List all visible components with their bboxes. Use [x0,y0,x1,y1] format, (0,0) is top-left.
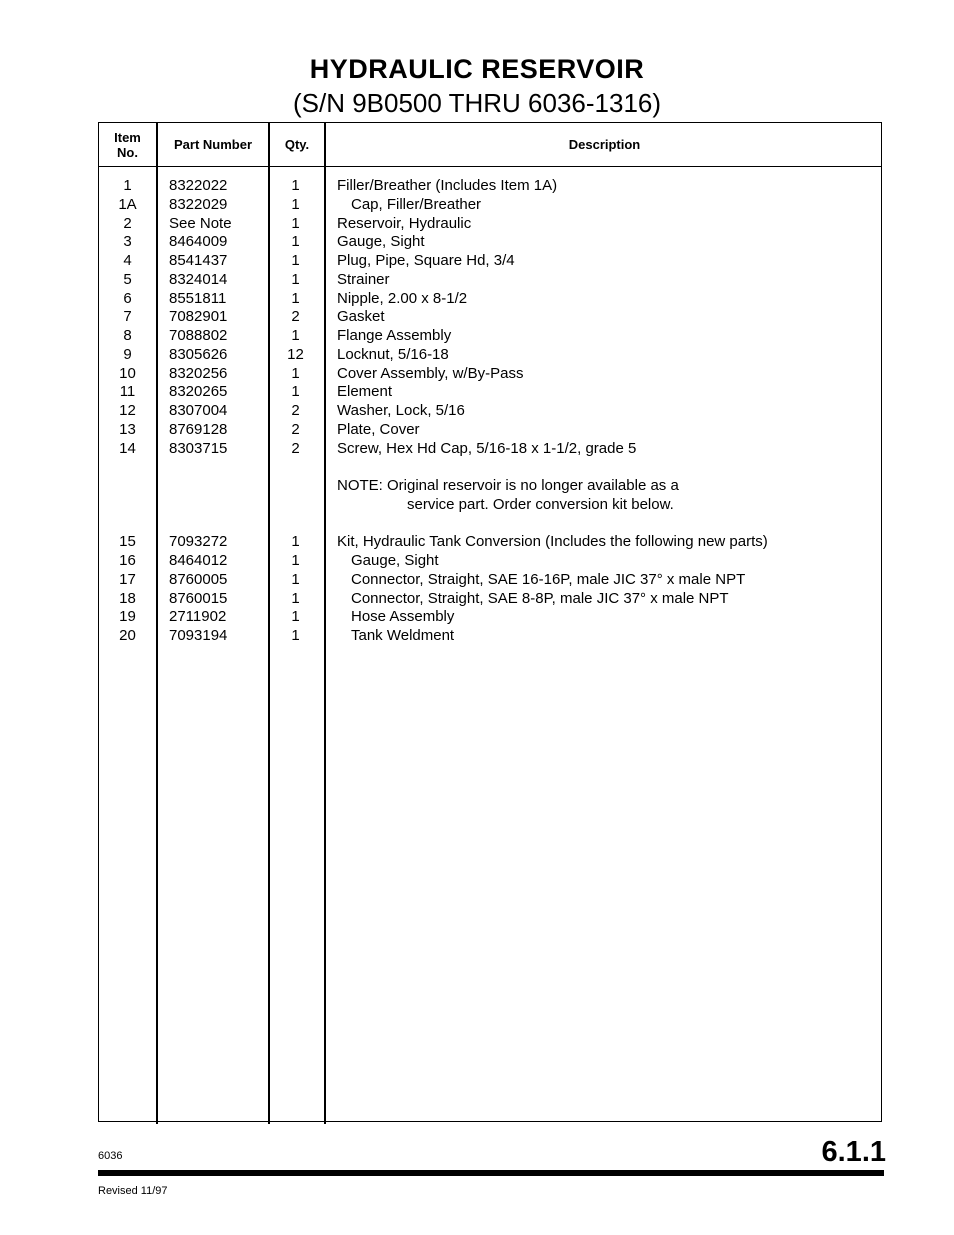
description: Washer, Lock, 5/16 [337,402,465,419]
part-number: 8320256 [169,364,228,382]
part-number: 8464009 [169,233,228,251]
part-number: 7093194 [169,627,228,644]
item-no: 1A [118,195,137,213]
description: Strainer [337,270,390,288]
item-no: 14 [119,439,136,457]
table-row [99,308,883,327]
item-no: 18 [119,589,136,607]
header-part-number: Part Number [173,137,253,152]
qty: 12 [287,345,304,363]
qty: 1 [291,570,300,588]
part-number: See Note [169,214,232,232]
qty: 2 [291,308,300,326]
description: Kit, Hydraulic Tank Conversion (Includes the following new parts) [337,533,768,551]
description: Connector, Straight, SAE 16-16P, male JIC 37° x male NPT [351,570,746,588]
description: Locknut, 5/16-18 [337,345,449,363]
description: Screw, Hex Hd Cap, 5/16-18 x 1-1/2, grade 5 [337,439,637,457]
qty: 1 [291,627,300,644]
item-no: 3 [123,233,132,251]
note-text: NOTE: Original reservoir is no longer available as a [337,477,679,494]
serial-range-subtitle: (S/N 9B0500 THRU 6036-1316) [292,88,662,118]
part-number: 8305626 [169,345,228,363]
row-spacer [99,458,883,477]
part-number: 8324014 [169,270,228,288]
footer-rule [98,1170,884,1176]
item-no: 16 [119,552,136,569]
part-number: 8322029 [169,195,228,213]
qty: 1 [291,270,300,288]
qty: 1 [291,589,300,607]
description: Plate, Cover [337,420,420,438]
description: Cover Assembly, w/By-Pass [337,364,524,382]
note-line [99,477,883,496]
qty: 1 [291,252,300,269]
table-row [99,590,883,609]
part-number: 8464012 [169,552,228,569]
qty: 1 [291,289,300,307]
table-row [99,252,883,271]
table-row [99,627,883,646]
item-no: 19 [119,608,136,626]
description: Flange Assembly [337,327,452,344]
item-no: 6 [123,289,132,307]
table-row [99,290,883,309]
description: Gauge, Sight [351,552,439,569]
description: Hose Assembly [351,608,455,626]
qty: 1 [291,233,300,251]
page-number: 6.1.1 [821,1136,886,1168]
description: Reservoir, Hydraulic [337,214,472,232]
qty: 2 [291,439,300,457]
model-code: 6036 [98,1150,123,1162]
table-row [99,346,883,365]
description: Connector, Straight, SAE 8-8P, male JIC 37° x male NPT [351,589,729,607]
item-no: 1 [123,177,132,194]
page-title: HYDRAULIC RESERVOIR [309,54,645,84]
revision-date: Revised 11/97 [98,1185,168,1197]
description: Plug, Pipe, Square Hd, 3/4 [337,252,515,269]
table-row [99,383,883,402]
item-no: 5 [123,270,132,288]
part-number: 8769128 [169,420,228,438]
table-row [99,327,883,346]
description: Cap, Filler/Breather [351,195,482,213]
header-divider [99,166,881,167]
description: Gauge, Sight [337,233,425,251]
qty: 1 [291,327,300,344]
header-item-line1: Item [114,129,141,145]
header-qty: Qty. [284,137,310,152]
header-item-line2: No. [117,144,138,160]
part-number: 7082901 [169,308,228,326]
item-no: 7 [123,308,132,326]
item-no: 17 [119,570,136,588]
item-no: 11 [119,383,136,401]
qty: 1 [291,533,300,551]
table-row [99,177,883,196]
table-row [99,533,883,552]
note-line [99,496,883,515]
item-no: 9 [123,345,132,363]
table-row [99,402,883,421]
table-body [99,177,883,646]
part-number: 8541437 [169,252,228,269]
description: Tank Weldment [351,627,455,644]
table-row [99,365,883,384]
qty: 1 [291,214,300,232]
qty: 1 [291,364,300,382]
item-no: 8 [123,327,132,344]
description: Filler/Breather (Includes Item 1A) [337,177,558,194]
description: Element [337,383,393,401]
header-description: Description [568,137,641,152]
part-number: 8760005 [169,570,228,588]
parts-table [98,122,882,1122]
qty: 1 [291,383,300,401]
qty: 1 [291,552,300,569]
part-number: 8303715 [169,439,228,457]
note-text: service part. Order conversion kit below. [407,495,674,513]
item-no: 20 [119,627,136,644]
part-number: 8320265 [169,383,228,401]
description: Gasket [337,308,385,326]
qty: 2 [291,420,300,438]
description: Nipple, 2.00 x 8-1/2 [337,289,468,307]
qty: 1 [291,608,300,626]
item-no: 15 [119,533,136,551]
part-number: 7093272 [169,533,228,551]
table-row [99,196,883,215]
part-number: 8760015 [169,589,228,607]
part-number: 7088802 [169,327,228,344]
table-row [99,215,883,234]
part-number: 8307004 [169,402,228,419]
qty: 2 [291,402,300,419]
part-number: 2711902 [169,608,227,626]
qty: 1 [291,195,300,213]
header-item-no [99,123,156,166]
part-number: 8322022 [169,177,228,194]
table-row [99,233,883,252]
item-no: 4 [123,252,132,269]
table-row [99,421,883,440]
qty: 1 [291,177,300,194]
table-row [99,552,883,571]
table-row [99,271,883,290]
row-spacer [99,515,883,534]
table-row [99,440,883,459]
item-no: 12 [119,402,136,419]
item-no: 13 [119,420,136,438]
item-no: 2 [123,214,132,232]
table-row [99,608,883,627]
part-number: 8551811 [169,289,227,307]
item-no: 10 [119,364,136,382]
table-row [99,571,883,590]
